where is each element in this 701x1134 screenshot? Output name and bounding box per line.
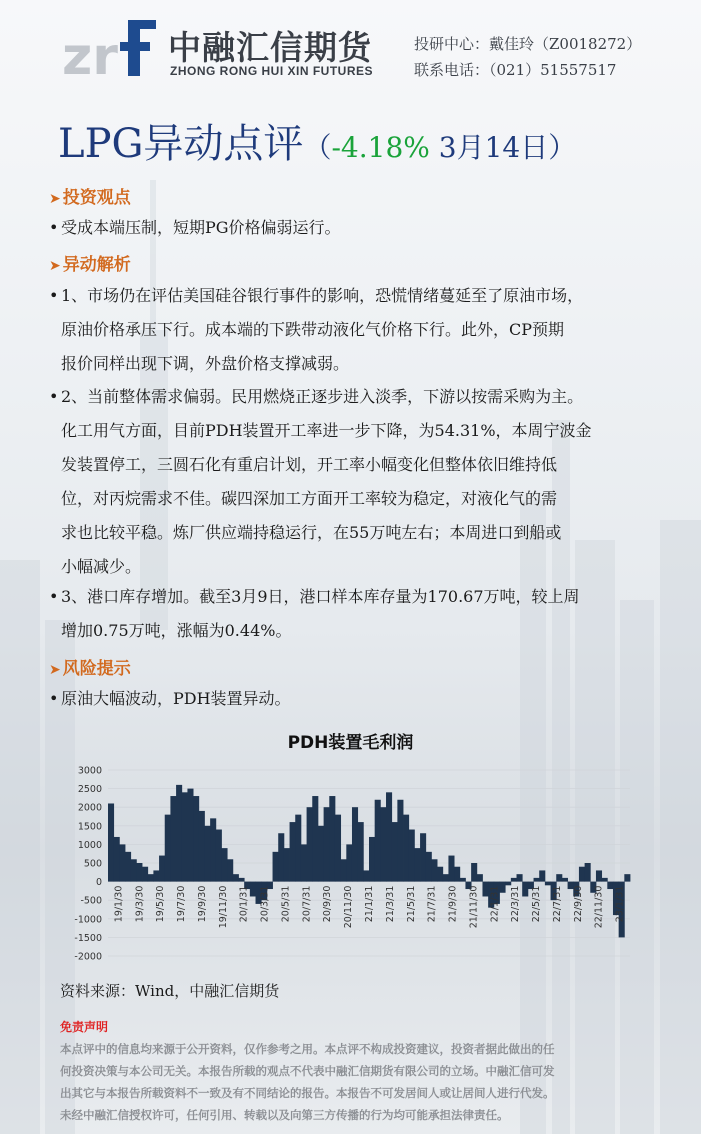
x-tick-label: 21/9/30 [447,885,459,923]
title-change: -4.18% [331,131,430,164]
bar [199,811,205,882]
bar [114,837,120,882]
bar [221,848,227,881]
y-tick-label: -1000 [74,914,102,926]
x-tick-label: 20/5/31 [280,885,292,923]
page-title [58,112,576,169]
bullet-icon: • [49,387,59,406]
y-tick-label: 2000 [77,802,102,814]
arrow-right-icon: ➤ [49,258,61,274]
chart-title: PDH装置毛利润 [287,733,414,753]
bar [517,874,523,881]
x-tick-label: 22/1/31 [489,885,501,923]
y-tick-label: 0 [95,877,102,889]
bar [477,874,483,881]
bar [392,822,398,882]
y-tick-label: 1500 [77,821,102,833]
data-source: 资料来源：Wind，中融汇信期货 [60,982,280,1000]
bar [624,874,630,881]
bar [545,882,551,886]
bar [460,878,466,882]
bar [273,852,279,882]
bar [142,867,148,882]
x-tick-label: 22/3/31 [510,885,522,923]
bar [341,859,347,881]
bar [448,856,454,882]
arrow-right-icon: ➤ [49,662,61,678]
bar [375,800,381,882]
bar [562,878,568,882]
bar [403,815,409,882]
title-paren: （ [303,131,332,164]
bar [108,803,114,881]
title-main: LPG异动点评 [58,121,304,167]
contact-info [414,31,641,83]
bar [409,830,415,882]
bar [352,807,358,881]
bar [443,874,449,881]
bar [307,807,313,881]
bar [482,882,488,897]
bar [284,848,290,881]
bar [534,878,540,882]
bar [522,882,528,897]
bar [159,856,165,882]
phone-line: 联系电话：（021）51557517 [414,61,617,79]
x-tick-label: 19/3/30 [134,885,146,923]
header [0,0,701,95]
bar [204,826,210,882]
bar [295,815,301,882]
bar [471,863,477,882]
analyst-line: 投研中心：戴佳玲（Z0018272） [414,35,642,53]
bar [539,870,545,881]
bar [290,822,296,882]
section-view-heading: ➤ 投资观点 [49,188,131,208]
bar [312,796,318,882]
bar [176,785,182,882]
bar [607,882,613,889]
svg-text:zr: zr [62,27,118,82]
bar [187,789,193,882]
bullet-icon: • [49,587,59,606]
bar [233,874,239,881]
bar [278,833,284,881]
bar [119,844,125,881]
y-tick-label: -1500 [74,932,102,944]
bar [318,826,324,882]
x-tick-label: 19/1/30 [113,885,125,923]
bar [380,807,386,881]
y-tick-label: 1000 [77,839,102,851]
bar [250,882,256,897]
bar [182,792,188,881]
x-tick-label: 20/1/31 [238,885,250,923]
bar [505,882,511,886]
y-tick-label: -500 [80,895,102,907]
company-logo-icon [60,12,160,82]
analysis-item-1: • 1、市场仍在评估美国硅谷银行事件的影响，恐慌情绪蔓延至了原油市场， 原油价格承压下行。成本端的下跌带动液化气价格下行。此外，CP预期 报价同样出现下调，外盘价格支撑减弱。 [49,279,669,381]
x-tick-label: 20/3/31 [259,885,271,923]
company-name-cn: 中融汇信期货 [168,28,372,67]
analysis-item-3: • 3、港口库存增加。截至3月9日，港口样本库存量为170.67万吨，较上周 增加0.75万吨，涨幅为0.44%。 [49,580,669,648]
x-tick-label: 22/7/31 [551,885,563,923]
section-analysis-heading: ➤ 异动解析 [49,255,131,275]
x-tick-label: 19/11/30 [217,885,229,929]
disclaimer-heading: 免责声明 [60,1020,109,1034]
x-tick-label: 20/11/30 [343,885,355,929]
bar [227,859,233,881]
title-date: 3月14日） [429,131,577,164]
bar [329,796,335,882]
x-tick-label: 21/3/31 [384,885,396,923]
bar [602,878,608,882]
x-tick-label: 23/1/31 [614,885,626,923]
y-tick-label: 500 [83,858,102,870]
bar [131,859,137,881]
bar [193,796,199,882]
bar [148,874,154,881]
bar [165,815,171,882]
x-tick-label: 22/11/30 [593,885,605,929]
bar [324,807,330,881]
x-tick-label: 21/7/31 [426,885,438,923]
x-tick-label: 19/5/30 [155,885,167,923]
bar [437,867,443,882]
bar [426,852,432,882]
bar [397,800,403,882]
bar [170,796,176,882]
x-tick-label: 22/5/31 [531,885,543,923]
bar [585,863,591,882]
x-tick-label: 19/7/30 [176,885,188,923]
bar [556,874,562,881]
bar [239,878,245,882]
bar [301,844,307,881]
bar [369,837,375,882]
section-risk-heading: ➤ 风险提示 [49,659,131,679]
bar [153,870,159,881]
bar [414,848,420,881]
bar [420,833,426,881]
x-tick-label: 21/5/31 [405,885,417,923]
bar [500,882,506,893]
bar [431,859,437,881]
risk-paragraph: • 原油大幅波动，PDH装置异动。 [49,682,669,716]
bar [216,830,222,882]
bar [125,852,131,882]
bar [358,822,364,882]
arrow-right-icon: ➤ [49,191,61,207]
pdh-profit-chart [60,760,640,965]
bar [363,870,369,881]
bar [136,863,142,882]
bar [335,815,341,882]
y-tick-label: -2000 [74,951,102,963]
bar [596,870,602,881]
x-tick-label: 21/11/30 [468,885,480,929]
x-tick-label: 22/9/30 [572,885,584,923]
bar [386,792,392,881]
view-paragraph: • 受成本端压制，短期PG价格偏弱运行。 [49,211,669,245]
y-tick-label: 3000 [77,765,102,777]
disclaimer-text: 本点评中的信息均来源于公开资料，仅作参考之用。本点评不构成投资建议，投资者据此做出的任 何投资决策与本公司无关。本报告所载的观点不代表中融汇信期货有限公司的立场。中融汇信可发 出其它与本报告所载资料不一致及有不同结论的报告。本报告不可发居间人或让居间人进行代发。 未经中融汇信授权许可，任何引用、转载以及向第三方传播的行为均可能承担法律责任。 [60,1042,555,1122]
bar [511,878,517,882]
bullet-icon: • [49,286,59,305]
bullet-icon: • [49,689,59,708]
analysis-item-2: • 2、当前整体需求偏弱。民用燃烧正逐步进入淡季，下游以按需采购为主。 化工用气方面，目前PDH装置开工率进一步下降，为54.31%，本周宁波金 发装置停工，三圆石化有重启计划，开工率小幅变化但整体依旧维持低 位，对丙烷需求不佳。碳四深加工方面开工率较为稳定，对液化气的需 求也比较平稳。炼厂供应端持稳运行，在55万吨左右；本周进口到船或 小幅减少。 [49,380,669,584]
x-tick-label: 20/7/31 [301,885,313,923]
bar [210,818,216,881]
company-name-en: ZHONG RONG HUI XIN FUTURES [170,64,374,78]
bar [579,867,585,882]
x-tick-label: 19/9/30 [196,885,208,923]
bar [346,844,352,881]
bullet-icon: • [49,218,59,237]
x-tick-label: 21/1/31 [364,885,375,923]
y-tick-label: 2500 [77,784,102,796]
x-tick-label: 20/9/30 [322,885,334,923]
bar [454,867,460,882]
